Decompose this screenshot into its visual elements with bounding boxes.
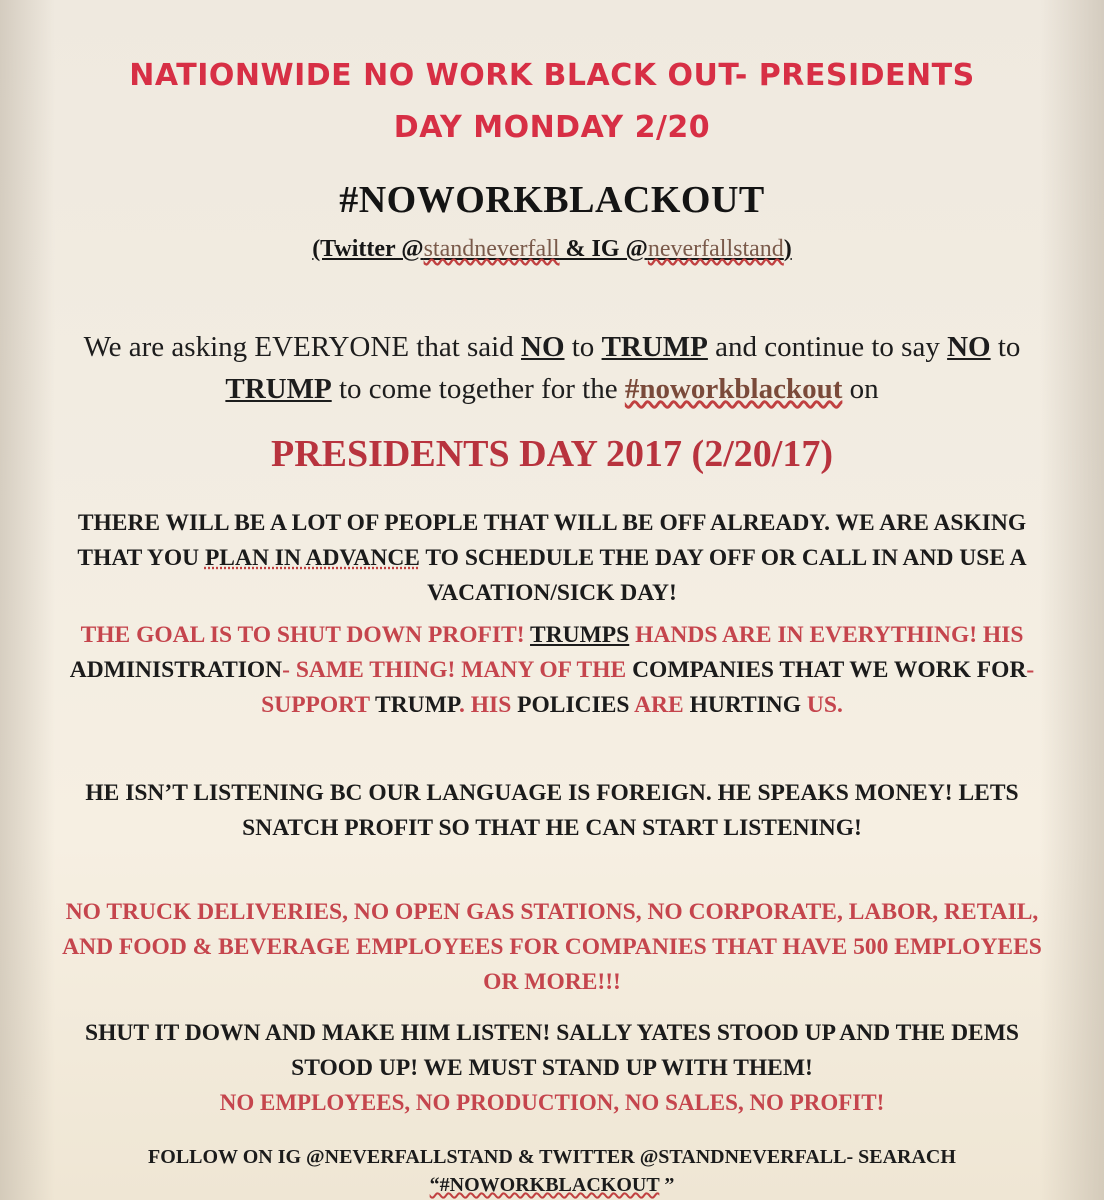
p1-text-c: TO SCHEDULE THE DAY OFF OR CALL IN AND USE A VACATION/SICK DAY! <box>419 545 1027 606</box>
handles-mid: & IG @ <box>559 236 648 262</box>
p2-text-k: ARE <box>629 692 690 718</box>
paragraph-goal <box>60 618 1044 723</box>
intro-text-2: to <box>564 331 602 363</box>
p2-policies: POLICIES <box>517 692 630 718</box>
handles-suffix: ) <box>783 236 792 262</box>
paragraph-follow <box>60 1143 1044 1199</box>
date-heading: PRESIDENTS DAY 2017 (2/20/17) <box>271 433 833 475</box>
p2-text-m: US. <box>801 692 843 718</box>
p2-companies: COMPANIES THAT WE WORK FOR <box>632 657 1027 683</box>
p2-text-i: . HIS <box>459 692 518 718</box>
p2-trump: TRUMP <box>375 692 460 718</box>
p1-text-a: THERE WILL BE A LOT OF PEOPLE THAT WILL BE OFF ALREADY. WE ARE ASKING THAT YOU <box>77 510 1027 571</box>
intro-paragraph <box>50 326 1054 410</box>
paragraph-plan-ahead <box>60 506 1044 611</box>
flyer-title <box>40 50 1064 154</box>
p2-text-g: - SUPPORT <box>261 657 1035 718</box>
social-handles <box>0 236 1104 263</box>
intro-text-6: on <box>842 373 879 405</box>
paragraph-no-profit: NO EMPLOYEES, NO PRODUCTION, NO SALES, NO PROFIT! <box>219 1090 885 1115</box>
p7-text-c: ” <box>659 1174 675 1196</box>
handles-prefix: (Twitter @ <box>312 236 424 262</box>
intro-hashtag: #noworkblackout <box>624 373 843 405</box>
p1-plan-in-advance: PLAN IN ADVANCE <box>204 545 420 571</box>
intro-text-5: to come together for the <box>331 373 625 405</box>
p2-text-e: - SAME THING! MANY OF THE <box>282 657 633 683</box>
intro-text-3: and continue to say <box>707 331 948 363</box>
p2-hurting: HURTING <box>689 692 802 718</box>
p7-hashtag: “#NOWORKBLACKOUT <box>429 1174 660 1196</box>
p7-text-a: FOLLOW ON IG @NEVERFALLSTAND & TWITTER @STANDNEVERFALL- SEARACH <box>148 1146 956 1168</box>
twitter-handle: standneverfall <box>423 236 560 262</box>
p2-text-a: THE GOAL IS TO SHUT DOWN PROFIT! <box>80 622 531 648</box>
intro-trump-2: TRUMP <box>225 373 332 405</box>
hashtag-heading: #NOWORKBLACKOUT <box>339 179 765 221</box>
paragraph-listening: HE ISN’T LISTENING BC OUR LANGUAGE IS FOREIGN. HE SPEAKS MONEY! LETS SNATCH PROFIT SO THAT HE CAN START LISTENING! <box>85 780 1019 841</box>
paragraph-no-deliveries: NO TRUCK DELIVERIES, NO OPEN GAS STATIONS, NO CORPORATE, LABOR, RETAIL, AND FOOD & BEVERAGE EMPLOYEES FOR COMPANIES THAT HAVE 500 EMPLOYEES OR MORE!!! <box>62 899 1042 995</box>
title-line-1: NATIONWIDE NO WORK BLACK OUT- PRESIDENTS <box>129 58 975 93</box>
intro-no-2: NO <box>947 331 991 363</box>
intro-text-4: to <box>990 331 1021 363</box>
p2-administration: ADMINISTRATION <box>69 657 283 683</box>
paragraph-shut-it-down: SHUT IT DOWN AND MAKE HIM LISTEN! SALLY YATES STOOD UP AND THE DEMS STOOD UP! WE MUST STAND UP WITH THEM! <box>85 1020 1019 1081</box>
intro-text-1: We are asking EVERYONE that said <box>83 331 521 363</box>
ig-handle: neverfallstand <box>647 236 784 262</box>
intro-no-1: NO <box>521 331 565 363</box>
p2-text-c: HANDS ARE IN EVERYTHING! HIS <box>629 622 1024 648</box>
p2-trumps: TRUMPS <box>530 622 630 648</box>
title-line-2: DAY MONDAY 2/20 <box>393 110 711 145</box>
intro-trump-1: TRUMP <box>601 331 708 363</box>
